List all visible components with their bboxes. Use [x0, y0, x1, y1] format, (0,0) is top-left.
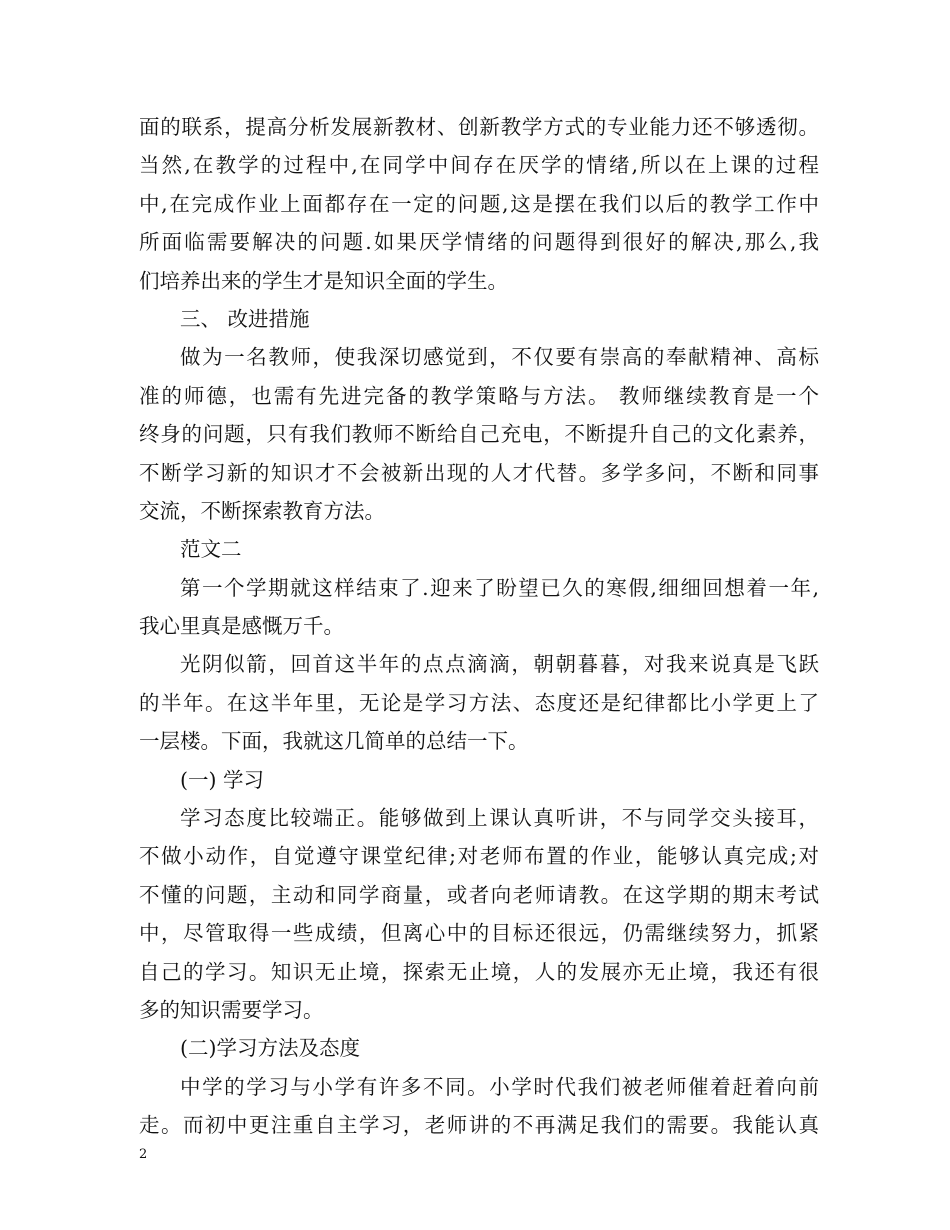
- text-line: 终身的问题，只有我们教师不断给自己充电，不断提升自己的文化素养，: [139, 422, 819, 447]
- page-number: 2: [139, 1147, 148, 1162]
- text-line: 中,在完成作业上面都存在一定的问题,这是摆在我们以后的教学工作中: [139, 191, 819, 216]
- text-line: 所面临需要解决的问题.如果厌学情绪的问题得到很好的解决,那么,我: [139, 230, 819, 255]
- text-line: 当然,在教学的过程中,在同学中间存在厌学的情绪,所以在上课的过程: [139, 153, 819, 178]
- text-line: 我心里真是感慨万千。: [139, 614, 344, 639]
- text-line: 多的知识需要学习。: [139, 997, 324, 1022]
- text-line: (二)学习方法及态度: [180, 1036, 360, 1061]
- text-line: 面的联系，提高分析发展新教材、创新教学方式的专业能力还不够透彻。: [139, 115, 819, 139]
- text-line: 中，尽管取得一些成绩，但离心中的目标还很远，仍需继续努力，抓紧: [139, 921, 819, 946]
- text-line: 范文二: [180, 537, 242, 562]
- text-line: 的半年。在这半年里，无论是学习方法、态度还是纪律都比小学更上了: [139, 690, 819, 715]
- text-line: 不断学习新的知识才不会被新出现的人才代替。多学多问，不断和同事: [139, 460, 819, 485]
- text-line: 们培养出来的学生才是知识全面的学生。: [139, 268, 508, 293]
- text-line: 不懂的问题，主动和同学商量，或者向老师请教。在这学期的期末考试: [139, 882, 819, 907]
- text-line: 做为一名教师，使我深切感觉到，不仅要有崇高的奉献精神、高标: [180, 345, 819, 370]
- text-line: 走。而初中更注重自主学习，老师讲的不再满足我们的需要。我能认真: [139, 1113, 819, 1138]
- text-line: 第一个学期就这样结束了.迎来了盼望已久的寒假,细细回想着一年,: [180, 575, 819, 600]
- document-body: [139, 108, 819, 1145]
- text-line: 中学的学习与小学有许多不同。小学时代我们被老师催着赶着向前: [180, 1074, 819, 1099]
- text-line: 学习态度比较端正。能够做到上课认真听讲，不与同学交头接耳，: [180, 806, 819, 831]
- text-line: 一层楼。下面，我就这几简单的总结一下。: [139, 729, 529, 754]
- text-line: 光阴似箭，回首这半年的点点滴滴，朝朝暮暮，对我来说真是飞跃: [180, 652, 819, 677]
- text-line: (一) 学习: [180, 767, 265, 792]
- text-line: 交流，不断探索教育方法。: [139, 498, 385, 523]
- text-line: 自己的学习。知识无止境，探索无止境，人的发展亦无止境，我还有很: [139, 959, 819, 984]
- text-line: 准的师德，也需有先进完备的教学策略与方法。 教师继续教育是一个: [139, 383, 819, 408]
- text-line: 三、 改进措施: [180, 306, 310, 331]
- text-line: 不做小动作，自觉遵守课堂纪律;对老师布置的作业，能够认真完成;对: [139, 844, 819, 869]
